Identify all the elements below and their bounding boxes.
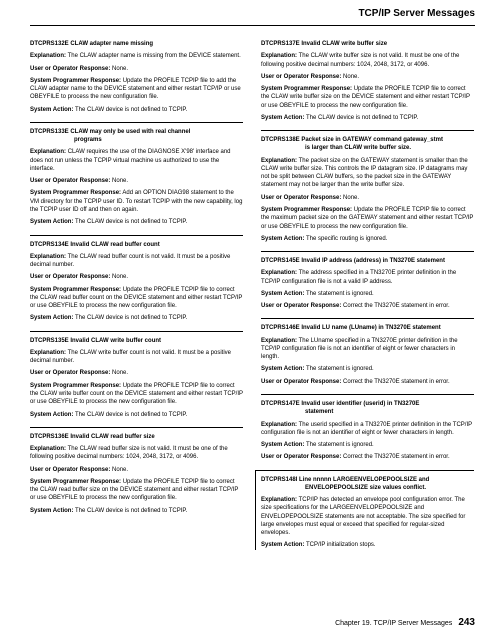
- user-response-label: User or Operator Response:: [30, 65, 111, 72]
- user-response-paragraph: [261, 453, 474, 461]
- sysprog-response-text: Add an OPTION DIAG98 statement to the VM directory for the TCPIP user ID. To restart TCPIP with the new capability, log the TCPIP user ID off and then on again.: [30, 190, 243, 213]
- message-title-line2: is larger than CLAW write buffer size.: [305, 145, 412, 152]
- explanation-text: The CLAW read buffer count is not valid. It must be a positive decimal number.: [30, 253, 231, 269]
- explanation-label: Explanation:: [261, 157, 298, 164]
- user-response-text: None.: [343, 73, 360, 80]
- user-response-paragraph: [30, 369, 243, 377]
- system-action-text: The CLAW device is not defined to TCPIP.: [306, 114, 419, 121]
- sysprog-response-text: Update the PROFILE TCPIP file to correct the CLAW read buffer count on the DEVICE statement and either restart TCP/IP or use OBEYFILE to process the new configuration file.: [30, 286, 243, 310]
- user-response-label: User or Operator Response:: [261, 303, 342, 310]
- explanation-paragraph: [261, 421, 474, 438]
- explanation-text: CLAW requires the use of the DIAGNOSE X'98' interface and does not run unless the TCPIP virtual machine us authorized to use the interface.: [30, 149, 231, 172]
- user-response-paragraph: [30, 65, 243, 73]
- system-action-label: System Action:: [261, 114, 305, 121]
- message-title: DTCPRS145E Invalid IP address (address) in TN3270E statement: [261, 258, 445, 265]
- page-footer: [335, 617, 475, 628]
- sysprog-response-label: System Programmer Response:: [261, 86, 353, 93]
- user-response-label: User or Operator Response:: [261, 73, 342, 80]
- explanation-paragraph: [261, 157, 474, 190]
- system-action-text: TCP/IP initialization stops.: [306, 542, 376, 549]
- message-title-line2: statement: [305, 409, 334, 416]
- message-title-line2: ENVELOPEPOOLSIZE size values conflict.: [305, 484, 427, 491]
- footer-chapter: Chapter 19. TCP/IP Server Messages: [335, 620, 453, 627]
- sysprog-response-text: Update the PROFILE TCPIP file to correct the CLAW write buffer size on the DEVICE statement and either restart TCP/IP or use OBEYFILE to process the new configuration file.: [261, 86, 470, 109]
- system-action-text: The statement is ignored.: [306, 442, 374, 449]
- user-response-text: None.: [112, 466, 129, 473]
- system-action-paragraph: [261, 290, 474, 298]
- sysprog-response-paragraph: [30, 382, 243, 407]
- message-title: DTCPRS146E Invalid LU name (LUname) in TN3270E statement: [261, 325, 441, 332]
- sysprog-response-text: Update the PROFILE TCPIP file to correct the CLAW read buffer size on the DEVICE statement and either restart TCP/IP or use OBEYFILE to process the new configuration file.: [30, 478, 239, 502]
- page-number: 243: [458, 617, 475, 628]
- explanation-label: Explanation:: [30, 149, 67, 156]
- message-title: [261, 476, 474, 493]
- explanation-paragraph: [261, 496, 474, 537]
- user-response-paragraph: [30, 466, 243, 474]
- system-action-paragraph: [30, 106, 243, 114]
- system-action-text: The specific routing is ignored.: [306, 235, 388, 242]
- user-response-text: Correct the TN3270E statement in error.: [343, 454, 450, 461]
- explanation-text: The packet size on the GATEWAY statement is smaller than the CLAW write buffer size. This controls the IP datagram size. IP datagrams may not be split between CLAW buffers, so the packet size in the GATEWAY statement may not be larger than the write buffer size.: [261, 157, 468, 189]
- sysprog-response-label: System Programmer Response:: [30, 286, 122, 293]
- sysprog-response-paragraph: [30, 189, 243, 214]
- sysprog-response-label: System Programmer Response:: [30, 382, 122, 389]
- sysprog-response-label: System Programmer Response:: [30, 478, 122, 485]
- left-column: [30, 40, 243, 523]
- sysprog-response-label: System Programmer Response:: [30, 190, 122, 197]
- system-action-paragraph: [261, 541, 474, 549]
- user-response-label: User or Operator Response:: [261, 378, 342, 385]
- explanation-label: Explanation:: [30, 446, 67, 453]
- sysprog-response-paragraph: [30, 286, 243, 311]
- header-rule: [30, 25, 475, 26]
- message-title-line2: programs: [74, 137, 102, 144]
- system-action-text: The CLAW device is not defined to TCPIP.: [75, 219, 188, 226]
- system-action-label: System Action:: [261, 442, 305, 449]
- explanation-paragraph: [30, 148, 243, 173]
- explanation-text: The address specified in a TN3270E printer definition in the TCP/IP configuration file is not a valid IP address.: [261, 270, 457, 285]
- explanation-paragraph: [30, 52, 243, 60]
- message-title-line1: DTCPRS133E CLAW may only be used with real channel: [30, 128, 191, 135]
- system-action-label: System Action:: [30, 106, 74, 113]
- message-entry-DTCPRS146E: [261, 318, 474, 386]
- explanation-label: Explanation:: [261, 497, 298, 504]
- explanation-text: The CLAW adapter name is missing from the DEVICE statement.: [67, 53, 241, 60]
- sysprog-response-label: System Programmer Response:: [30, 77, 122, 84]
- sysprog-response-text: Update the PROFILE TCPIP file to add the CLAW adapter name to the DEVICE statement and either restart TCP/IP or use OBEYFILE to process the new configuration file.: [30, 77, 241, 101]
- message-entry-DTCPRS132E: [30, 40, 243, 114]
- message-entry-DTCPRS147E: [261, 394, 474, 462]
- explanation-paragraph: [261, 52, 474, 69]
- system-action-text: The statement is ignored.: [306, 366, 374, 373]
- explanation-paragraph: [261, 337, 474, 362]
- explanation-text: TCP/IP has detected an envelope pool configuration error. The size specifications for the LARGEENVELOPEPOOLSIZE and ENVELOPEPOOLSIZE statements are not acceptable. The size specified for large envelopes must equal or exceed that specified for regular-sized envelopes.: [261, 497, 466, 537]
- sysprog-response-paragraph: [30, 77, 243, 102]
- explanation-text: The CLAW read buffer size is not valid. It must be one of the following positive decimal numbers: 1024, 2048, 3172, or 4096.: [30, 446, 228, 461]
- system-action-label: System Action:: [261, 542, 305, 549]
- explanation-label: Explanation:: [261, 337, 298, 344]
- explanation-label: Explanation:: [261, 53, 298, 60]
- explanation-paragraph: [30, 349, 243, 366]
- user-response-label: User or Operator Response:: [261, 194, 342, 201]
- message-title-line1: DTCPRS147E Invalid user identifier (userid) in TN3270E: [261, 400, 420, 407]
- user-response-text: Correct the TN3270E statement in error.: [343, 378, 450, 385]
- message-entry-DTCPRS138E: [261, 130, 474, 243]
- system-action-label: System Action:: [30, 507, 74, 514]
- user-response-label: User or Operator Response:: [30, 274, 111, 281]
- system-action-paragraph: [30, 411, 243, 419]
- message-title: DTCPRS137E Invalid CLAW write buffer size: [261, 41, 388, 47]
- message-entry-DTCPRS133E: [30, 122, 243, 227]
- user-response-text: None.: [112, 370, 129, 377]
- user-response-label: User or Operator Response:: [30, 370, 111, 377]
- message-entry-DTCPRS137E: [261, 40, 474, 122]
- right-column: [261, 40, 474, 558]
- user-response-paragraph: [261, 378, 474, 386]
- explanation-text: The userid specified in a TN3270E printer definition in the TCP/IP configuration file is not an identifier of eight or fewer characters in length.: [261, 421, 473, 436]
- sysprog-response-text: Update the PROFILE TCPIP file to correct the maximum packet size on the GATEWAY statement and either restart TCP/IP or use OBEYFILE to process the new configuration file.: [261, 206, 474, 230]
- system-action-label: System Action:: [261, 235, 305, 242]
- user-response-label: User or Operator Response:: [30, 466, 111, 473]
- message-title-line1: DTCPRS148I Line nnnnn LARGEENVELOPEPOOLSIZE and: [261, 476, 430, 483]
- explanation-label: Explanation:: [30, 53, 67, 60]
- user-response-label: User or Operator Response:: [261, 454, 342, 461]
- system-action-text: The CLAW device is not defined to TCPIP.: [75, 507, 188, 514]
- message-title: [261, 400, 474, 417]
- user-response-text: None.: [112, 65, 129, 72]
- message-title: DTCPRS136E Invalid CLAW read buffer size: [30, 433, 155, 440]
- message-title: DTCPRS135E Invalid CLAW write buffer count: [30, 337, 162, 344]
- system-action-text: The CLAW device is not defined to TCPIP.: [75, 411, 188, 418]
- system-action-label: System Action:: [261, 290, 305, 297]
- system-action-label: System Action:: [261, 366, 305, 373]
- user-response-paragraph: [261, 194, 474, 202]
- system-action-paragraph: [261, 114, 474, 122]
- user-response-text: None.: [112, 274, 129, 281]
- message-entry-DTCPRS148I: [255, 470, 474, 550]
- explanation-label: Explanation:: [261, 421, 298, 428]
- user-response-text: None.: [343, 194, 360, 201]
- system-action-paragraph: [261, 365, 474, 373]
- message-entry-DTCPRS135E: [30, 331, 243, 419]
- message-entry-DTCPRS134E: [30, 235, 243, 323]
- system-action-paragraph: [30, 218, 243, 226]
- sysprog-response-paragraph: [30, 478, 243, 503]
- system-action-text: The statement is ignored.: [306, 290, 374, 297]
- user-response-text: None.: [112, 178, 129, 185]
- explanation-text: The CLAW write buffer size is not valid. It must be one of the following positive decimal numbers: 1024, 2048, 3172, or 4096.: [261, 53, 460, 68]
- system-action-paragraph: [261, 235, 474, 243]
- message-entry-DTCPRS136E: [30, 427, 243, 515]
- system-action-label: System Action:: [30, 219, 74, 226]
- user-response-paragraph: [261, 73, 474, 81]
- sysprog-response-text: Update the PROFILE TCPIP file to correct the CLAW write buffer count on the DEVICE statement and either restart TCP/IP or use OBEYFILE to process the new configuration file.: [30, 382, 243, 406]
- system-action-paragraph: [261, 441, 474, 449]
- explanation-label: Explanation:: [30, 349, 67, 356]
- message-title: [261, 136, 474, 153]
- system-action-text: The CLAW device is not defined to TCPIP.: [75, 315, 188, 322]
- message-title: [30, 128, 243, 145]
- explanation-text: The CLAW write buffer count is not valid. It must be a positive decimal number.: [30, 349, 231, 365]
- sysprog-response-label: System Programmer Response:: [261, 206, 353, 213]
- explanation-paragraph: [261, 269, 474, 286]
- explanation-text: The LUname specified in a TN3270E printer definition in the TCP/IP configuration file is not an identifier of eight or fewer characters in length.: [261, 337, 458, 361]
- explanation-paragraph: [30, 253, 243, 270]
- user-response-label: User or Operator Response:: [30, 178, 111, 185]
- user-response-paragraph: [30, 177, 243, 185]
- running-header: TCP/IP Server Messages: [358, 8, 475, 19]
- sysprog-response-paragraph: [261, 206, 474, 231]
- message-title: DTCPRS134E Invalid CLAW read buffer count: [30, 241, 160, 248]
- sysprog-response-paragraph: [261, 85, 474, 110]
- explanation-label: Explanation:: [261, 270, 298, 277]
- user-response-paragraph: [30, 273, 243, 281]
- system-action-paragraph: [30, 314, 243, 322]
- user-response-text: Correct the TN3270E statement in error.: [343, 303, 450, 310]
- message-title: DTCPRS132E CLAW adapter name missing: [30, 41, 154, 47]
- explanation-paragraph: [30, 445, 243, 462]
- message-title-line1: DTCPRS138E Packet size in GATEWAY command gateway_stmt: [261, 137, 443, 144]
- system-action-label: System Action:: [30, 411, 74, 418]
- message-entry-DTCPRS145E: [261, 251, 474, 310]
- system-action-paragraph: [30, 507, 243, 515]
- system-action-text: The CLAW device is not defined to TCPIP.: [75, 106, 188, 113]
- user-response-paragraph: [261, 302, 474, 310]
- system-action-label: System Action:: [30, 315, 74, 322]
- explanation-label: Explanation:: [30, 253, 67, 260]
